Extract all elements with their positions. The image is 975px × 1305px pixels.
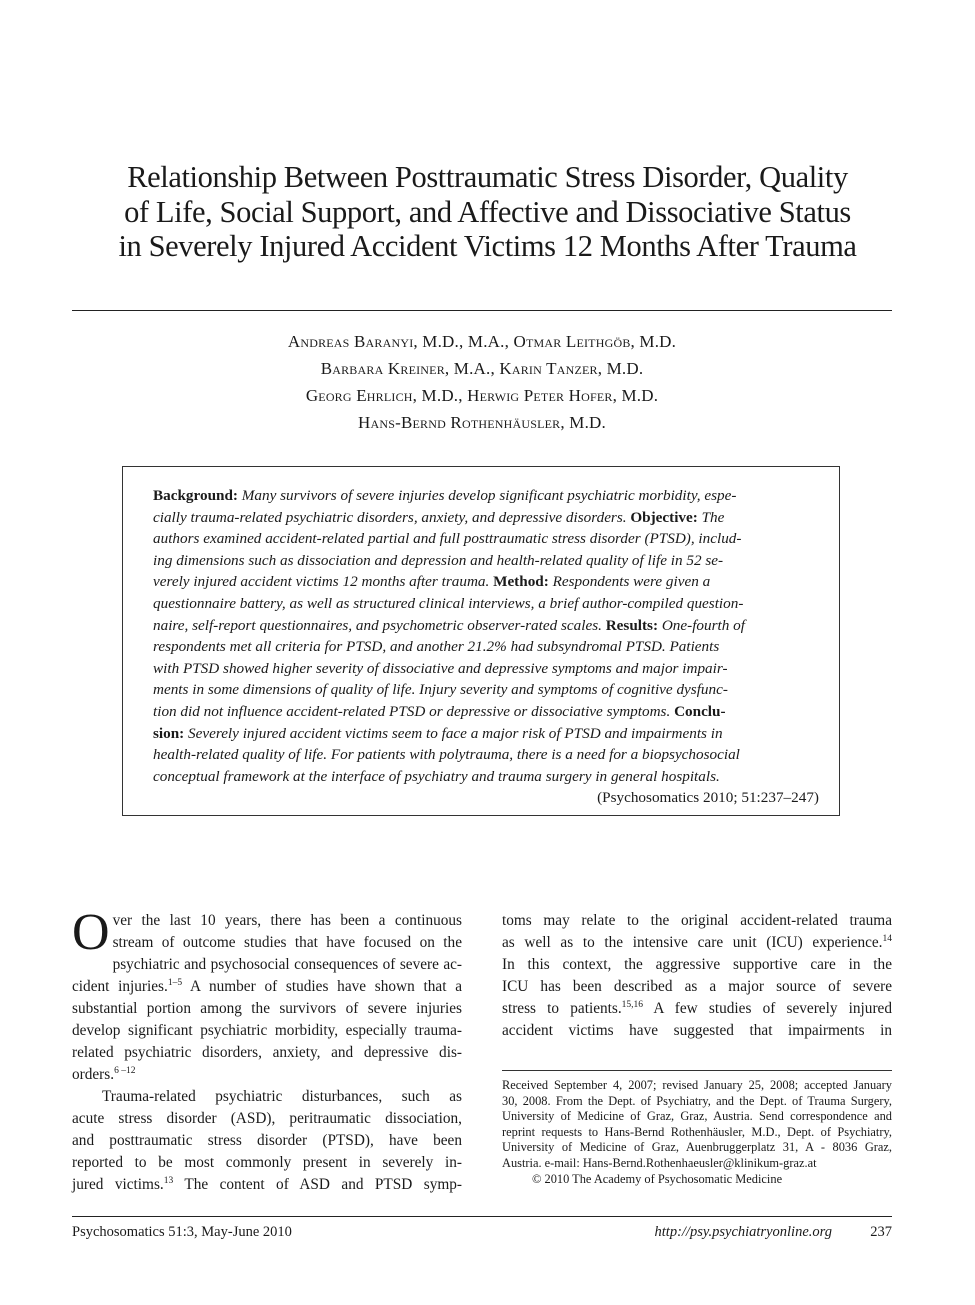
reference-marker: 6 –12 xyxy=(114,1066,136,1076)
abstract-line: authors examined accident-related partial and full posttraumatic stress disorder (PTSD), includ- xyxy=(153,530,742,548)
body-text: The content of ASD and PTSD symp- xyxy=(173,1176,462,1193)
body-text: orders. xyxy=(72,1066,115,1083)
body-text: as well as to the intensive care unit (ICU) experience. xyxy=(502,934,883,951)
abstract-line: with PTSD showed higher severity of dissociative and depressive symptoms and major impair- xyxy=(153,659,728,677)
author-line: Hans-Bernd Rothenhäusler, M.D. xyxy=(358,413,606,432)
body-text: A few studies of severely injured xyxy=(643,1000,892,1017)
journal-url-link[interactable]: http://psy.psychiatryonline.org xyxy=(654,1224,832,1240)
body-line: Trauma-related psychiatric disturbances, such as xyxy=(102,1088,462,1105)
abstract-citation: (Psychosomatics 2010; 51:237–247) xyxy=(597,789,819,807)
footnote-line: Received September 4, 2007; revised January 25, 2008; accepted January xyxy=(502,1078,892,1092)
abstract-text xyxy=(153,485,819,809)
body-line: In this context, the aggressive supportive care in the xyxy=(502,956,892,973)
body-line: ICU has been described as a major source of severe xyxy=(502,978,892,995)
abstract-line: The xyxy=(697,508,725,526)
footnote-line: reprint requests to Hans-Bernd Rothenhäusler, M.D., Dept. of Psychiatry, xyxy=(502,1124,892,1139)
footnote-line: University of Medicine of Graz, Graz, Austria. Send correspondence and xyxy=(502,1109,892,1124)
footnote-line: 30, 2008. From the Dept. of Psychiatry, and the Dept. of Trauma Surgery, xyxy=(502,1093,892,1108)
abstract-line: tion did not influence accident-related PTSD or depressive or dissociative symptoms. xyxy=(153,702,675,720)
body-line: ver the last 10 years, there has been a continuous xyxy=(112,912,462,929)
abstract-label-objective: Objective: xyxy=(630,508,698,526)
body-line: related psychiatric disorders, anxiety, and depressive dis- xyxy=(72,1044,462,1061)
body-text: jured victims. xyxy=(72,1176,164,1193)
abstract-line: One-fourth of xyxy=(658,616,745,634)
reference-marker: 1–5 xyxy=(167,978,183,988)
body-line: substantial portion among the survivors of severe injuries xyxy=(72,1000,462,1017)
article-title xyxy=(60,160,915,264)
footnote-divider xyxy=(502,1070,892,1071)
abstract-line: questionnaire battery, as well as structured clinical interviews, a brief author-compiled question- xyxy=(153,594,744,612)
body-line: reported to be most commonly present in severely in- xyxy=(72,1154,462,1171)
footnote-line: University of Medicine of Graz, Auenbruggerplatz 31, A - 8036 Graz, xyxy=(502,1140,892,1155)
author-line: Barbara Kreiner, M.A., Karin Tanzer, M.D. xyxy=(320,359,644,378)
abstract-line: Many survivors of severe injuries develop significant psychiatric morbidity, espe- xyxy=(237,487,737,504)
journal-reference: Psychosomatics 51:3, May-June 2010 xyxy=(72,1224,292,1240)
body-text: A number of studies have shown that a xyxy=(182,978,462,995)
abstract-box xyxy=(122,466,840,816)
abstract-line: ing dimensions such as dissociation and depression and health-related quality of life in 52 se- xyxy=(153,551,724,569)
author-line: Georg Ehrlich, M.D., Herwig Peter Hofer, M.D. xyxy=(305,386,659,405)
footnote-line: Austria. e-mail: Hans-Bernd.Rothenhaeusler@klinikum-graz.at xyxy=(502,1155,817,1170)
title-line: of Life, Social Support, and Affective and Dissociative Status xyxy=(124,194,851,229)
body-column-right xyxy=(502,910,892,1042)
abstract-line: conceptual framework at the interface of psychiatry and trauma surgery in general hospitals. xyxy=(153,767,720,785)
abstract-line: cially trauma-related psychiatric disorders, anxiety, and depressive disorders. xyxy=(153,508,631,526)
abstract-label-method: Method: xyxy=(493,573,549,591)
body-line: stream of outcome studies that have focused on the xyxy=(112,934,462,951)
abstract-line: Severely injured accident victims seem to face a major risk of PTSD and impairments in xyxy=(184,724,723,742)
body-line: acute stress disorder (ASD), peritraumatic dissociation, xyxy=(72,1110,462,1127)
abstract-line: Respondents were given a xyxy=(548,573,711,591)
abstract-line: verely injured accident victims 12 months after trauma. xyxy=(153,573,494,591)
body-column-left xyxy=(72,904,462,1196)
reference-marker: 15,16 xyxy=(621,1000,644,1010)
abstract-line: ments in some dimensions of quality of life. Injury severity and symptoms of cognitive dysfunc- xyxy=(153,681,728,699)
abstract-line: health-related quality of life. For patients with polytrauma, there is a need for a biopsychosocial xyxy=(153,746,740,764)
reference-marker: 13 xyxy=(163,1176,174,1186)
reference-marker: 14 xyxy=(882,934,892,944)
author-list xyxy=(72,328,892,436)
page-number: 237 xyxy=(870,1224,892,1240)
title-divider xyxy=(72,310,892,311)
abstract-label-results: Results: xyxy=(605,616,659,634)
title-line: Relationship Between Posttraumatic Stress Disorder, Quality xyxy=(127,160,848,194)
title-line: in Severely Injured Accident Victims 12 Months After Trauma xyxy=(118,229,857,263)
body-line: and posttraumatic stress disorder (PTSD), have been xyxy=(72,1132,462,1149)
body-text: cident injuries. xyxy=(72,978,168,995)
abstract-label-conclusion: sion: xyxy=(153,724,185,742)
body-line: develop significant psychiatric morbidity, especially trauma- xyxy=(72,1022,462,1039)
body-line: toms may relate to the original accident-related trauma xyxy=(502,912,892,929)
body-line: psychiatric and psychosocial consequences of severe ac- xyxy=(112,956,462,973)
body-text: stress to patients. xyxy=(502,1000,622,1017)
drop-cap: O xyxy=(72,904,110,961)
footer-divider xyxy=(72,1216,892,1217)
abstract-label-background: Background: xyxy=(153,487,238,504)
abstract-line: naire, self-report questionnaires, and psychometric observer-rated scales. xyxy=(153,616,606,634)
author-line: Andreas Baranyi, M.D., M.A., Otmar Leithgöb, M.D. xyxy=(287,332,677,351)
article-footnote xyxy=(502,1078,892,1187)
body-line: accident victims have suggested that impairments in xyxy=(502,1022,892,1039)
copyright-notice: © 2010 The Academy of Psychosomatic Medicine xyxy=(532,1171,783,1186)
abstract-line: respondents met all criteria for PTSD, and another 21.2% had subsyndromal PTSD. Patients xyxy=(153,638,720,656)
abstract-label-conclusion: Conclu- xyxy=(674,702,726,720)
